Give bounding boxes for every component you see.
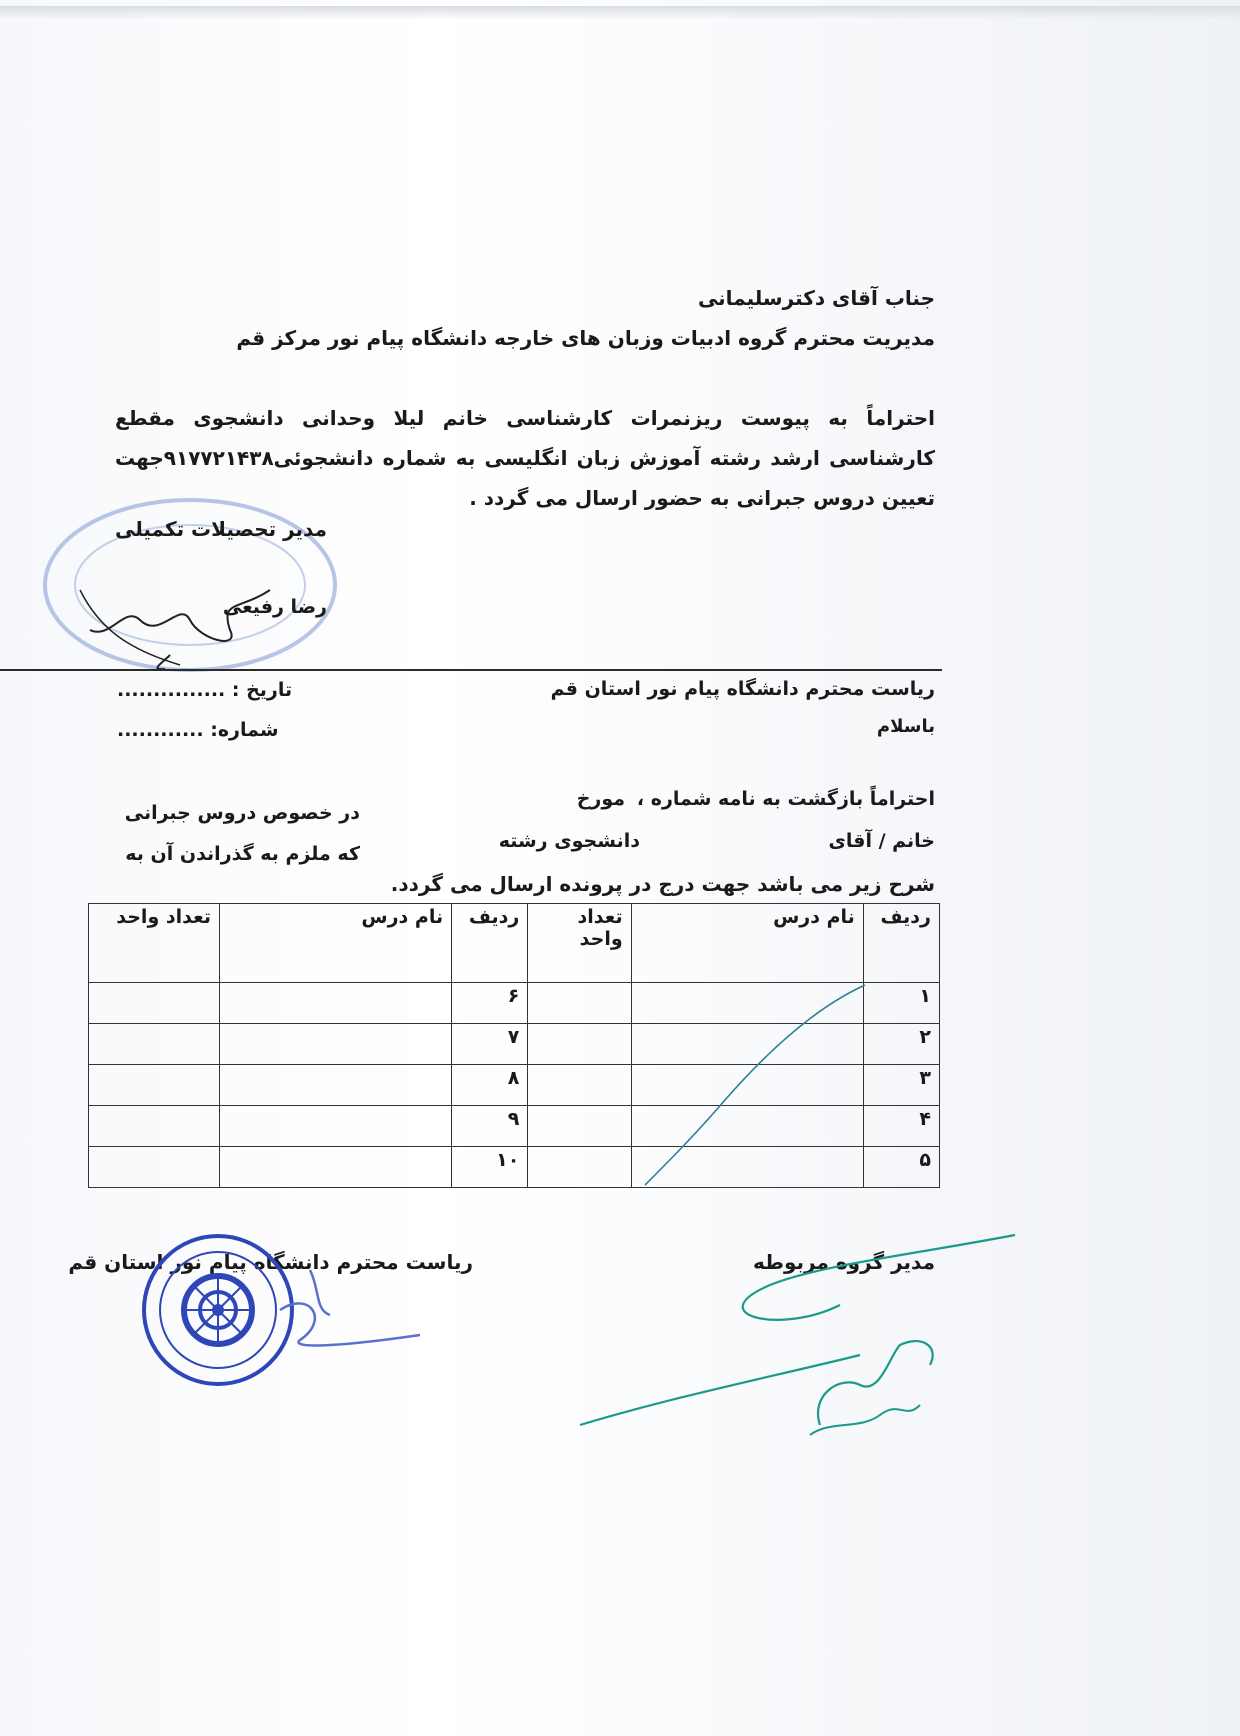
- signer-title: مدیر تحصیلات تکمیلی: [114, 517, 327, 541]
- table-cell: [89, 1147, 220, 1188]
- table-row: [89, 1024, 940, 1065]
- table-row: [89, 1065, 940, 1106]
- table-cell: [89, 1065, 220, 1106]
- header-units: تعداد واحد: [528, 904, 631, 983]
- date-field: تاریخ : ...............: [117, 679, 293, 701]
- table-cell: [631, 1065, 863, 1106]
- field-label: دانشجوی رشته: [498, 830, 640, 852]
- signature-mark: [70, 570, 300, 670]
- salutation: جناب آقای دکترسلیمانی: [697, 286, 935, 310]
- table-row: [89, 1147, 940, 1188]
- courses-table: [88, 903, 940, 1188]
- header-row-number-2: ردیف: [452, 904, 528, 983]
- signer-name: رضا رفیعی: [222, 596, 327, 618]
- footer-right-title: مدیر گروه مربوطه: [753, 1250, 935, 1274]
- table-cell: [631, 1147, 863, 1188]
- table-cell: [631, 983, 863, 1024]
- table-cell: ۵: [863, 1147, 939, 1188]
- table-cell: [89, 983, 220, 1024]
- table-cell: [219, 1065, 451, 1106]
- reply-recipient: ریاست محترم دانشگاه پیام نور استان قم: [550, 678, 935, 700]
- letter-body: احتراماً به پیوست ریزنمرات کارشناسی خانم لیلا وحدانی دانشجوی مقطع کارشناسی ارشد رشته آموزش زبان انگلیسی به شماره دانشجوئی۹۱۷۷۲۱۴۳۸جهت تعیین دروس جبرانی به حضور ارسال می گردد .: [115, 406, 935, 510]
- reference-text: احتراماً بازگشت به نامه شماره ،: [636, 788, 935, 810]
- table-cell: [528, 1065, 631, 1106]
- table-cell: ۴: [863, 1106, 939, 1147]
- table-cell: ۱۰: [452, 1147, 528, 1188]
- table-cell: [219, 983, 451, 1024]
- obligation-text: که ملزم به گذراندن آن به: [125, 843, 360, 865]
- table-cell: [631, 1024, 863, 1065]
- table-cell: [528, 1024, 631, 1065]
- table-cell: [528, 1147, 631, 1188]
- header-units-2: تعداد واحد: [89, 904, 220, 983]
- table-cell: ۱: [863, 983, 939, 1024]
- header-row-number: ردیف: [863, 904, 939, 983]
- header-course-name-2: نام درس: [219, 904, 451, 983]
- table-cell: [219, 1106, 451, 1147]
- table-row: [89, 983, 940, 1024]
- table-cell: ۹: [452, 1106, 528, 1147]
- table-cell: [219, 1024, 451, 1065]
- reference-dated: مورخ: [576, 788, 625, 810]
- table-cell: [528, 983, 631, 1024]
- scan-edge: [0, 6, 1240, 20]
- header-course-name: نام درس: [631, 904, 863, 983]
- table-cell: [89, 1106, 220, 1147]
- reply-greeting: باسلام: [876, 716, 935, 737]
- number-field: شماره: ............: [117, 719, 279, 741]
- recipient-line: مدیریت محترم گروه ادبیات وزبان های خارجه دانشگاه پیام نور مرکز قم: [236, 326, 935, 350]
- table-cell: [631, 1106, 863, 1147]
- table-cell: [89, 1024, 220, 1065]
- table-cell: ۷: [452, 1024, 528, 1065]
- table-note: شرح زیر می باشد جهت درج در پرونده ارسال می گردد.: [390, 872, 935, 896]
- footer-left-title: ریاست محترم دانشگاه پیام نور استان قم: [68, 1250, 473, 1274]
- reference-subject: در خصوص دروس جبرانی: [124, 802, 360, 824]
- table-row: [89, 1106, 940, 1147]
- table-header-row: [89, 904, 940, 983]
- section-divider: [0, 669, 942, 671]
- table-cell: [528, 1106, 631, 1147]
- table-cell: ۶: [452, 983, 528, 1024]
- student-label: خانم / آقای: [828, 830, 935, 852]
- table-cell: ۲: [863, 1024, 939, 1065]
- table-cell: ۳: [863, 1065, 939, 1106]
- table-cell: [219, 1147, 451, 1188]
- table-cell: ۸: [452, 1065, 528, 1106]
